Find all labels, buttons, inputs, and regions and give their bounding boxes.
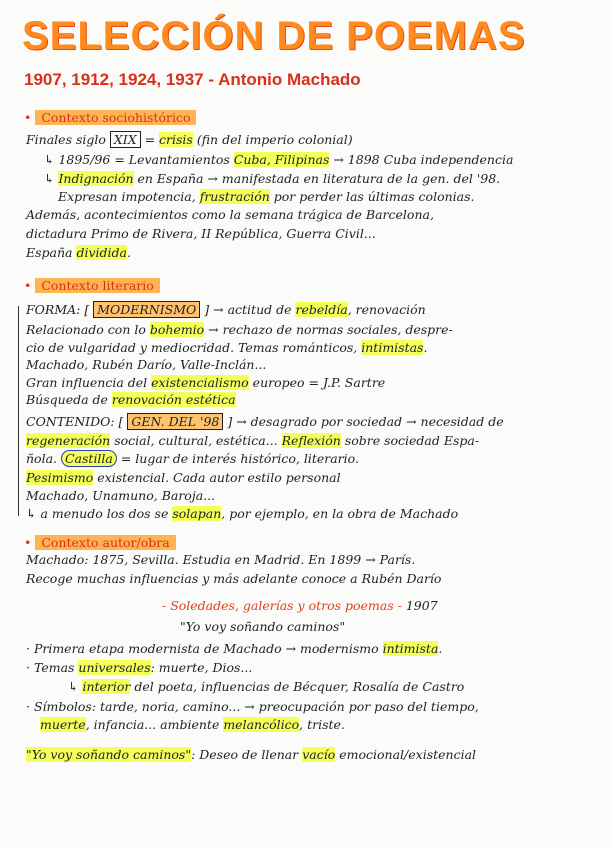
bracket-line bbox=[18, 306, 19, 516]
note-line: Relacionado con lo bohemio → rechazo de normas sociales, despre- bbox=[26, 322, 453, 337]
note-line: Machado: 1875, Sevilla. Estudia en Madrid. En 1899 → París. bbox=[26, 552, 416, 567]
note-line: Machado, Rubén Darío, Valle-Inclán... bbox=[26, 357, 267, 372]
poem-quote: "Yo voy soñando caminos" bbox=[180, 619, 346, 634]
note-line: ñola. Castilla = lugar de interés histórico, literario. bbox=[26, 451, 359, 466]
section-heading-autor-obra: • Contexto autor/obra bbox=[24, 535, 176, 550]
section-heading-sociohistorico: • Contexto sociohistórico bbox=[24, 110, 196, 125]
note-line: Además, acontecimientos como la semana trágica de Barcelona, bbox=[26, 207, 434, 222]
note-line: Gran influencia del existencialismo europeo = J.P. Sartre bbox=[26, 375, 386, 390]
note-line: · Primera etapa modernista de Machado → modernismo intimista. bbox=[26, 641, 443, 656]
note-line: Recoge muchas influencias y más adelante conoce a Rubén Darío bbox=[26, 571, 442, 586]
note-line: cio de vulgaridad y mediocridad. Temas románticos, intimistas. bbox=[26, 340, 428, 355]
page-subtitle: 1907, 1912, 1924, 1937 - Antonio Machado bbox=[24, 70, 361, 89]
note-line: Búsqueda de renovación estética bbox=[26, 392, 236, 407]
note-line: Pesimismo existencial. Cada autor estilo personal bbox=[26, 470, 341, 485]
note-line: ↳ 1895/96 = Levantamientos Cuba, Filipinas → 1898 Cuba independencia bbox=[44, 152, 514, 167]
note-line: ↳ interior del poeta, influencias de Bécquer, Rosalía de Castro bbox=[68, 679, 465, 694]
note-line: regeneración social, cultural, estética... Reflexión sobre sociedad Espa- bbox=[26, 433, 480, 448]
note-line: CONTENIDO: [ GEN. DEL '98 ] → desagrado por sociedad → necesidad de bbox=[26, 414, 504, 429]
page-title: SELECCIÓN DE POEMAS bbox=[22, 14, 526, 58]
note-line: muerte, infancia... ambiente melancólico, triste. bbox=[40, 717, 345, 732]
note-line: · Símbolos: tarde, noria, camino... → preocupación por paso del tiempo, bbox=[26, 699, 479, 714]
note-line: dictadura Primo de Rivera, II República, Guerra Civil... bbox=[26, 226, 376, 241]
note-line: Finales siglo XIX = crisis (fin del imperio colonial) bbox=[26, 132, 353, 147]
note-line: Machado, Unamuno, Baroja... bbox=[26, 488, 216, 503]
note-line: · Temas universales: muerte, Dios... bbox=[26, 660, 253, 675]
note-line: ↳ a menudo los dos se solapan, por ejemplo, en la obra de Machado bbox=[26, 506, 459, 521]
note-line: Expresan impotencia, frustración por perder las últimas colonias. bbox=[58, 189, 475, 204]
poem-heading: - Soledades, galerías y otros poemas - 1907 bbox=[162, 598, 438, 613]
note-line: España dividida. bbox=[26, 245, 131, 260]
section-heading-literario: • Contexto literario bbox=[24, 278, 160, 293]
note-line: ↳ Indignación en España → manifestada en literatura de la gen. del '98. bbox=[44, 171, 501, 186]
note-line: FORMA: [ MODERNISMO ] → actitud de rebeldía, renovación bbox=[26, 302, 426, 317]
note-line: "Yo voy soñando caminos": Deseo de llenar vacío emocional/existencial bbox=[26, 747, 477, 762]
